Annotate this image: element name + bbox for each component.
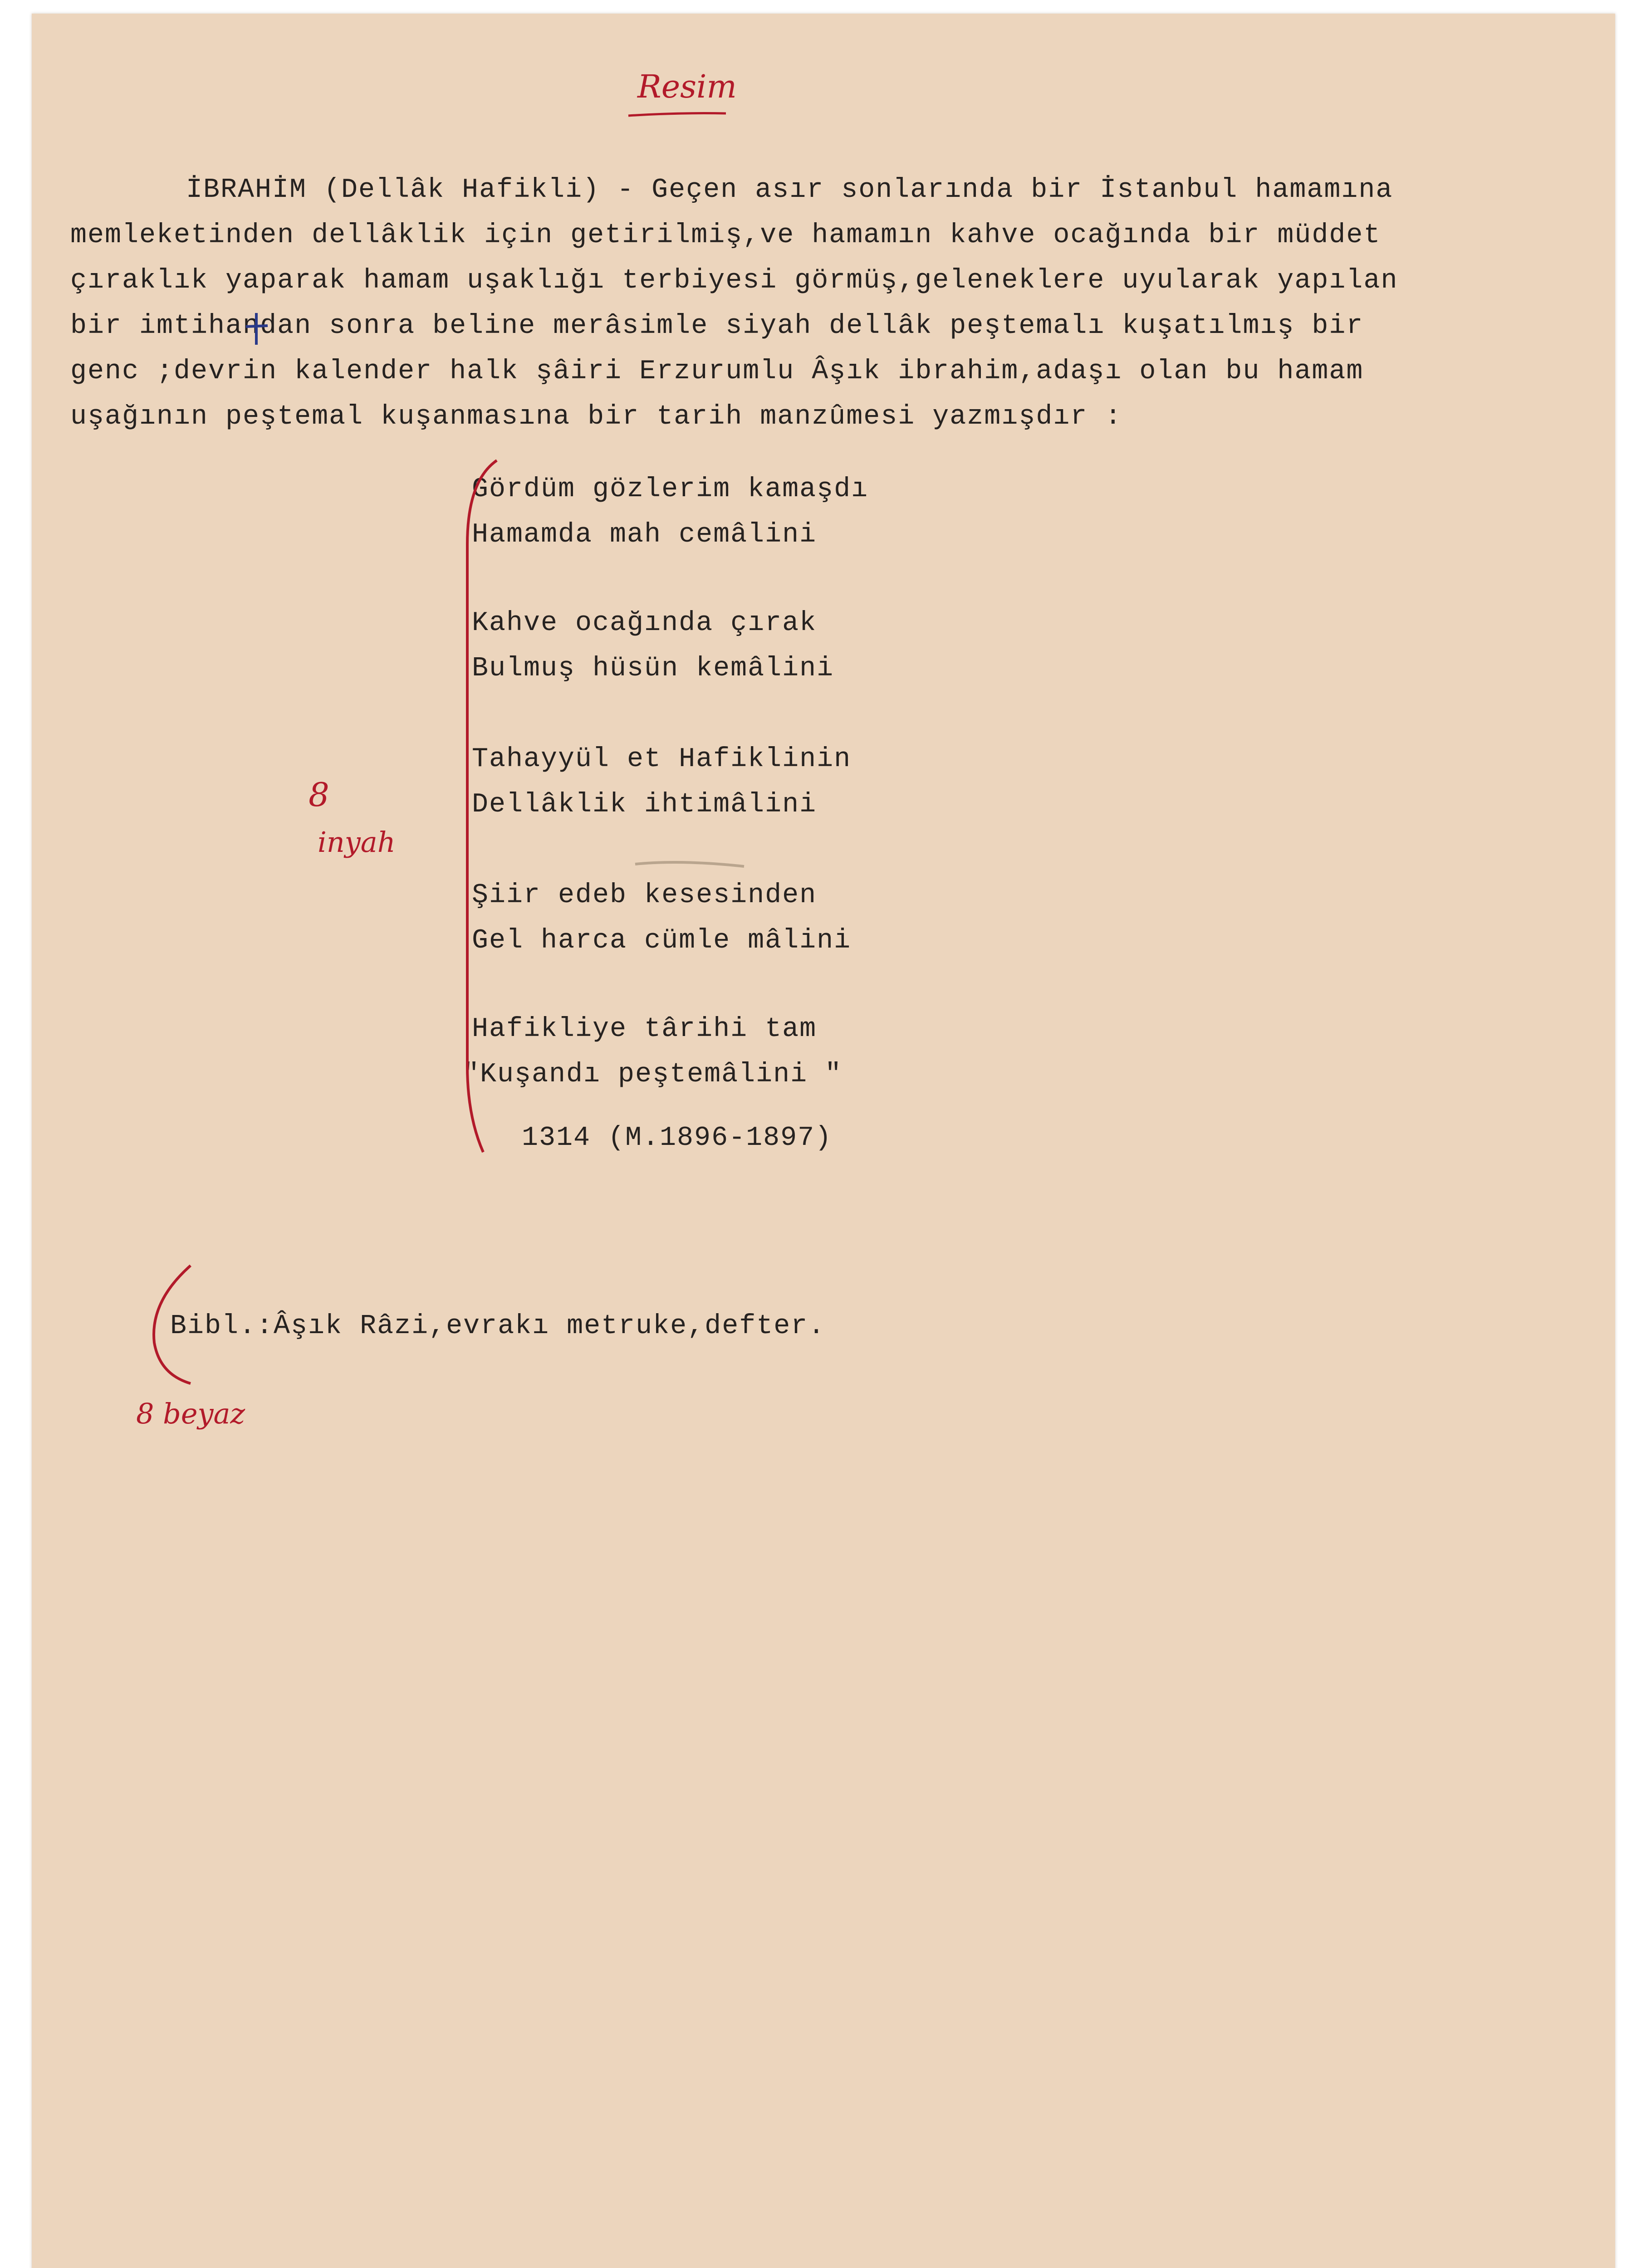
poem-line: Gel harca cümle mâlini <box>472 925 852 956</box>
poem-line: Tahayyül et Hafiklinin <box>472 744 852 775</box>
poem-line: "Kuşandı peştemâlini " <box>463 1059 843 1090</box>
poem-bracket <box>467 460 497 1152</box>
poem-line: Şiir edeb kesesinden <box>472 880 817 911</box>
poem-line: Dellâklik ihtimâlini <box>472 789 817 820</box>
intro-line: bir imtihandan sonra beline merâsimle siyah dellâk peştemalı kuşatılmış bir <box>70 311 1364 342</box>
correction-mark <box>246 313 268 345</box>
poem-line: Hafikliye târihi tam <box>472 1014 817 1045</box>
crease-mark <box>635 862 744 866</box>
bibliography-paren <box>154 1266 191 1383</box>
margin-note-number: 8 <box>309 776 329 814</box>
poem-line: Gördüm gözlerim kamaşdı <box>472 474 869 505</box>
margin-note-word: inyah <box>318 826 396 859</box>
poem-line: Hamamda mah cemâlini <box>472 519 817 550</box>
intro-line: memleketinden dellâklik için getirilmiş,ve hamamın kahve ocağında bir müddet <box>70 220 1381 251</box>
date-line: 1314 (M.1896-1897) <box>522 1123 833 1154</box>
intro-line: genc ;devrin kalender halk şâiri Erzurumlu Âşık ibrahim,adaşı olan bu hamam <box>70 356 1364 387</box>
intro-line: uşağının peştemal kuşanmasına bir tarih manzûmesi yazmışdır : <box>70 401 1122 432</box>
bottom-note: 8 beyaz <box>136 1397 245 1430</box>
intro-line: İBRAHİM (Dellâk Hafikli) - Geçen asır sonlarında bir İstanbul hamamına <box>186 175 1393 205</box>
poem-line: Bulmuş hüsün kemâlini <box>472 653 834 684</box>
poem-line: Kahve ocağında çırak <box>472 608 817 639</box>
header-underline <box>628 113 726 116</box>
handwritten-header: Resim <box>637 68 737 105</box>
intro-line: çıraklık yaparak hamam uşaklığı terbiyesi görmüş,geleneklere uyularak yapılan <box>70 265 1398 296</box>
bibliography: Bibl.:Âşık Râzi,evrakı metruke,defter. <box>170 1311 826 1342</box>
